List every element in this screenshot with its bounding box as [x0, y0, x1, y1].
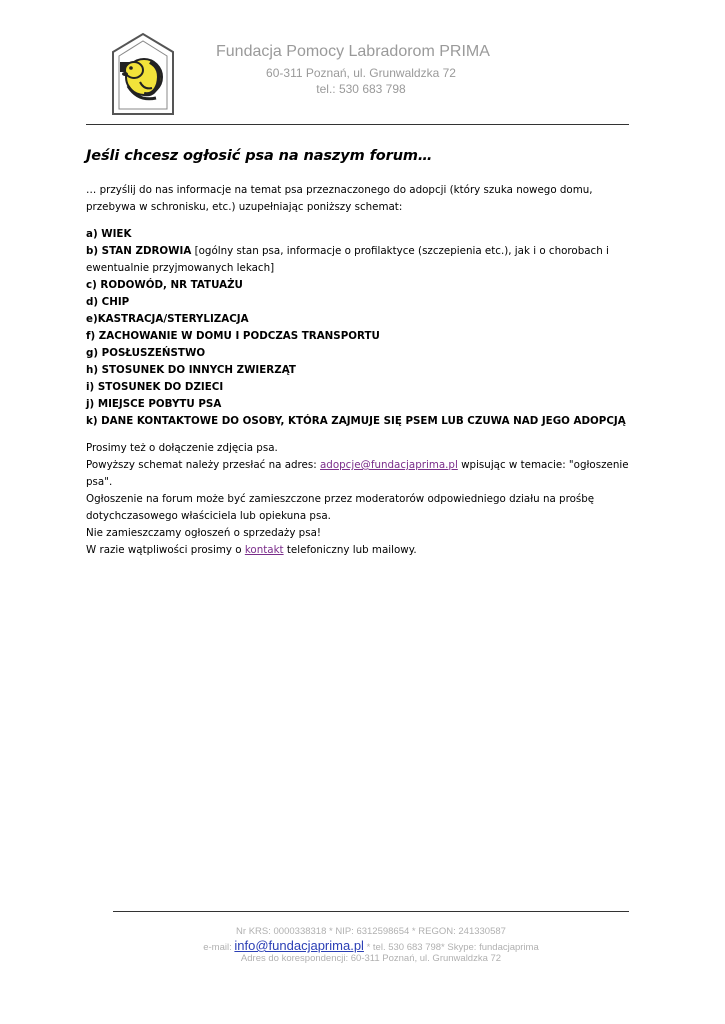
send-instructions [86, 457, 634, 491]
list-item [86, 311, 634, 328]
item-label: k) DANE KONTAKTOWE DO OSOBY, KTÓRA ZAJMUJE SIĘ PSEM LUB CZUWA NAD JEGO ADOPCJĄ [86, 415, 626, 427]
organization-phone: tel.: 530 683 798 [316, 82, 406, 96]
header-divider [86, 124, 629, 125]
footer-correspondence: Adres do korespondencji: 60-311 Poznań, ul. Grunwaldzka 72 [240, 953, 502, 964]
footer-divider [113, 911, 629, 912]
item-label: g) POSŁUSZEŃSTWO [86, 347, 206, 359]
item-label: d) CHIP [86, 296, 130, 308]
organization-address: 60-311 Poznań, ul. Grunwaldzka 72 [266, 66, 456, 80]
item-label: j) MIEJSCE POBYTU PSA [86, 398, 222, 410]
list-item [86, 226, 634, 243]
no-sale-note: Nie zamieszczamy ogłoszeń o sprzedaży psa! [86, 527, 322, 539]
footer-contact-suffix: * tel. 530 683 798* Skype: fundacjaprima [363, 942, 539, 953]
footer-contact [113, 938, 629, 953]
photo-note: Prosimy też o dołączenie zdjęcia psa. [86, 442, 278, 454]
main-content [86, 182, 634, 559]
list-item [86, 328, 634, 345]
item-label: c) RODOWÓD, NR TATUAŻU [86, 279, 243, 291]
contact-link[interactable]: kontakt [244, 544, 284, 556]
intro-paragraph: … przyślij do nas informacje na temat psa przeznaczonego do adopcji (który szuka nowego domu, przebywa w schronisku, etc.) uzupełniając poniższy schemat: [86, 184, 593, 213]
footer-registry: Nr KRS: 0000338318 * NIP: 6312598654 * REGON: 241330587 [236, 926, 506, 937]
page-title: Jeśli chcesz ogłosić psa na naszym forum… [86, 148, 433, 164]
item-detail: [ogólny stan psa, informacje o profilaktyce (szczepienia etc.), jak i o chorobach i ewentualnie przyjmowanych lekach] [86, 245, 609, 274]
list-item [86, 243, 634, 277]
doubt-prefix: W razie wątpliwości prosimy o [86, 544, 245, 556]
list-item [86, 396, 634, 413]
doubt-note [86, 542, 634, 559]
doubt-suffix: telefoniczny lub mailowy. [283, 544, 417, 556]
item-label: i) STOSUNEK DO DZIECI [86, 381, 224, 393]
item-label: b) STAN ZDROWIA [86, 245, 192, 257]
list-item [86, 345, 634, 362]
list-item [86, 362, 634, 379]
item-label: e)KASTRACJA/STERYLIZACJA [86, 313, 249, 325]
item-label: f) ZACHOWANIE W DOMU I PODCZAS TRANSPORTU [86, 330, 380, 342]
send-prefix: Powyższy schemat należy przesłać na adres: [86, 459, 320, 471]
schema-list [86, 226, 634, 430]
list-item [86, 413, 634, 430]
organization-name: Fundacja Pomocy Labradorom PRIMA [216, 43, 490, 60]
forum-note: Ogłoszenie na forum może być zamieszczone przez moderatorów odpowiedniego działu na prośbę dotychczasowego właściciela lub opiekuna psa. [86, 493, 595, 522]
list-item [86, 277, 634, 294]
list-item [86, 379, 634, 396]
item-label: a) WIEK [86, 228, 132, 240]
foundation-logo-icon [110, 32, 176, 116]
adoption-email-link[interactable]: adopcje@fundacjaprima.pl [320, 459, 458, 471]
send-suffix: wpisując w temacie: "ogłoszenie psa". [86, 459, 629, 488]
footer-email-link[interactable]: info@fundacjaprima.pl [234, 938, 364, 953]
footer-email-prefix: e-mail: [203, 942, 235, 953]
list-item [86, 294, 634, 311]
item-label: h) STOSUNEK DO INNYCH ZWIERZĄT [86, 364, 296, 376]
